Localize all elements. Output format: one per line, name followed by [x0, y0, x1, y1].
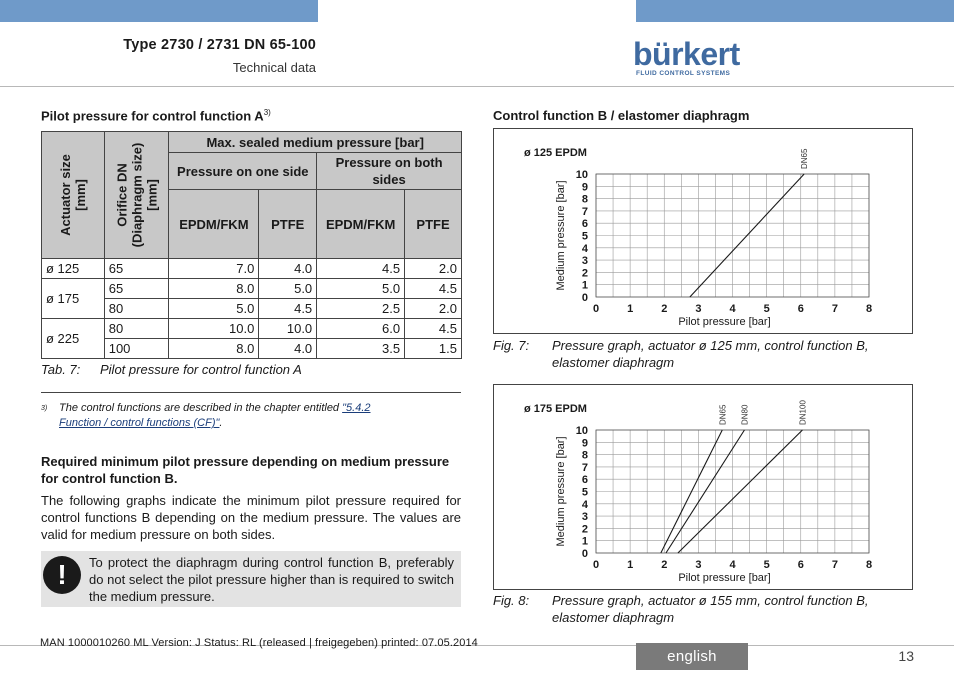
value-cell: 4.5 [405, 279, 462, 299]
y-tick-label: 5 [581, 230, 588, 243]
y-tick-label: 8 [581, 449, 588, 462]
table-row [42, 259, 462, 279]
value-cell: 5.0 [259, 279, 317, 299]
y-tick-label: 6 [581, 218, 588, 231]
brand-logo: bürkert [633, 36, 740, 72]
table-caption: Tab. 7: Pilot pressure for control function A [41, 362, 302, 377]
x-tick-label: 2 [661, 559, 668, 571]
chart-125 [493, 128, 913, 334]
actuator-cell: ø 125 [42, 259, 105, 279]
value-cell: 5.0 [169, 299, 259, 319]
y-tick-label: 6 [581, 474, 588, 487]
value-cell: 2.0 [405, 299, 462, 319]
table-row [42, 279, 462, 299]
y-tick-label: 10 [575, 169, 588, 181]
x-axis-label: Pilot pressure [bar] [678, 572, 771, 584]
x-tick-label: 1 [627, 303, 634, 315]
x-tick-label: 3 [695, 559, 702, 571]
x-axis-label: Pilot pressure [bar] [678, 316, 771, 328]
x-tick-label: 0 [592, 559, 600, 571]
y-tick-label: 7 [581, 205, 588, 218]
table-heading: Pilot pressure for control function $A^{3)}$ [41, 108, 271, 124]
value-cell: 10.0 [259, 319, 317, 339]
required-body: The following graphs indicate the minimum pilot pressure required for control functions B depending on the medium pressure. The values are valid for medium pressure on both sides. [41, 493, 461, 542]
chart-175-svg [494, 385, 912, 589]
chart-125-svg [494, 129, 912, 333]
series-label: DN80 [740, 404, 750, 425]
footer-document-info: MAN 1000010260 ML Version: J Status: RL (released | freigegeben) printed: 07.05.2014 [40, 637, 478, 649]
x-tick-label: 4 [729, 559, 736, 571]
series-label: DN100 [798, 400, 808, 425]
y-tick-label: 4 [581, 498, 588, 511]
chapter-link-cont[interactable]: Function / control functions (CF)" [59, 417, 220, 429]
chart-title: ø 125 EPDM [524, 147, 587, 159]
header-actuator-size: Actuator size [mm] [42, 132, 105, 259]
note-text: To protect the diaphragm during control function B, preferably do not select the pilot pressure higher than is required to switch the medium pressure. [89, 555, 454, 604]
x-tick-label: 3 [695, 303, 702, 315]
value-cell: 8.0 [169, 339, 259, 359]
brand-tagline: FLUID CONTROL SYSTEMS [636, 70, 731, 77]
orifice-cell: 65 [104, 279, 169, 299]
y-tick-label: 4 [581, 242, 588, 255]
table-row [42, 339, 462, 359]
x-tick-label: 5 [763, 559, 770, 571]
y-tick-label: 2 [581, 523, 588, 536]
y-tick-label: 1 [581, 279, 588, 292]
header-bar-left [0, 0, 318, 22]
y-tick-label: 3 [581, 255, 588, 268]
pilot-pressure-table [41, 131, 462, 359]
x-tick-label: 1 [627, 559, 634, 571]
y-tick-label: 9 [581, 181, 588, 194]
x-tick-label: 7 [831, 559, 838, 571]
orifice-cell: 100 [104, 339, 169, 359]
y-tick-label: 9 [581, 437, 588, 450]
header-epdm-1: EPDM/FKM [169, 190, 259, 259]
y-tick-label: 3 [581, 511, 588, 524]
page-number: 13 [898, 648, 914, 664]
value-cell: 1.5 [405, 339, 462, 359]
value-cell: 5.0 [317, 279, 405, 299]
document-subtitle: Technical data [232, 60, 316, 75]
x-tick-label: 2 [661, 303, 668, 315]
value-cell: 4.0 [259, 339, 317, 359]
chart-title: ø 175 EPDM [524, 403, 587, 415]
series-label: DN65 [800, 148, 810, 169]
y-axis-label: Medium pressure [bar] [555, 436, 567, 547]
header-orifice: Orifice DN (Diaphragm size) [mm] [104, 132, 169, 259]
header-ptfe-1: PTFE [259, 190, 317, 259]
x-tick-label: 4 [729, 303, 736, 315]
fig7-caption: Fig. 7: Pressure graph, actuator ø 125 mm, control function B, elastomer diaphragm [493, 338, 869, 370]
x-tick-label: 0 [592, 303, 600, 315]
x-tick-label: 5 [763, 303, 770, 315]
right-heading: Control function B / elastomer diaphragm [493, 108, 750, 123]
y-tick-label: 10 [575, 425, 588, 437]
fig8-caption: Fig. 8: Pressure graph, actuator ø 155 mm, control function B, elastomer diaphragm [493, 593, 869, 625]
exclamation-icon: ! [43, 556, 81, 594]
orifice-cell: 65 [104, 259, 169, 279]
y-tick-label: 0 [581, 548, 588, 560]
x-tick-label: 6 [797, 559, 804, 571]
actuator-cell: ø 175 [42, 279, 105, 319]
header-max-pressure: Max. sealed medium pressure [bar] [169, 132, 462, 153]
value-cell: 6.0 [317, 319, 405, 339]
series-label: DN65 [718, 404, 728, 425]
value-cell: 8.0 [169, 279, 259, 299]
header-ptfe-2: PTFE [405, 190, 462, 259]
header-epdm-2: EPDM/FKM [317, 190, 405, 259]
document-title: Type 2730 / 2731 DN 65-100 [123, 37, 316, 53]
chart-175 [493, 384, 913, 590]
y-tick-label: 7 [581, 461, 588, 474]
value-cell: 10.0 [169, 319, 259, 339]
value-cell: 4.5 [405, 319, 462, 339]
header-one-side: Pressure on one side [169, 153, 317, 190]
header-divider [0, 86, 954, 87]
value-cell: 3.5 [317, 339, 405, 359]
required-heading: Required minimum pilot pressure depending on medium pressure for control function B. [41, 454, 450, 486]
value-cell: 4.5 [259, 299, 317, 319]
header-both-sides: Pressure on both sides [317, 153, 462, 190]
table-row [42, 319, 462, 339]
y-tick-label: 2 [581, 267, 588, 280]
value-cell: 7.0 [169, 259, 259, 279]
y-tick-label: 5 [581, 486, 588, 499]
y-tick-label: 8 [581, 193, 588, 206]
actuator-cell: ø 225 [42, 319, 105, 359]
value-cell: 4.0 [259, 259, 317, 279]
y-axis-label: Medium pressure [bar] [555, 180, 567, 291]
orifice-cell: 80 [104, 319, 169, 339]
language-tab: english [636, 643, 748, 670]
footnote: 3) The control functions are described in the chapter entitled "5.4.2 Function / control functions (CF)". [41, 402, 371, 429]
x-tick-label: 8 [865, 559, 873, 571]
orifice-cell: 80 [104, 299, 169, 319]
y-tick-label: 1 [581, 535, 588, 548]
table-row [42, 299, 462, 319]
value-cell: 2.5 [317, 299, 405, 319]
footnote-divider [41, 392, 461, 393]
chapter-link[interactable]: "5.4.2 [342, 402, 371, 414]
header-bar-right [636, 0, 954, 22]
value-cell: 4.5 [317, 259, 405, 279]
y-tick-label: 0 [581, 292, 588, 304]
x-tick-label: 6 [797, 303, 804, 315]
x-tick-label: 7 [831, 303, 838, 315]
x-tick-label: 8 [865, 303, 873, 315]
value-cell: 2.0 [405, 259, 462, 279]
